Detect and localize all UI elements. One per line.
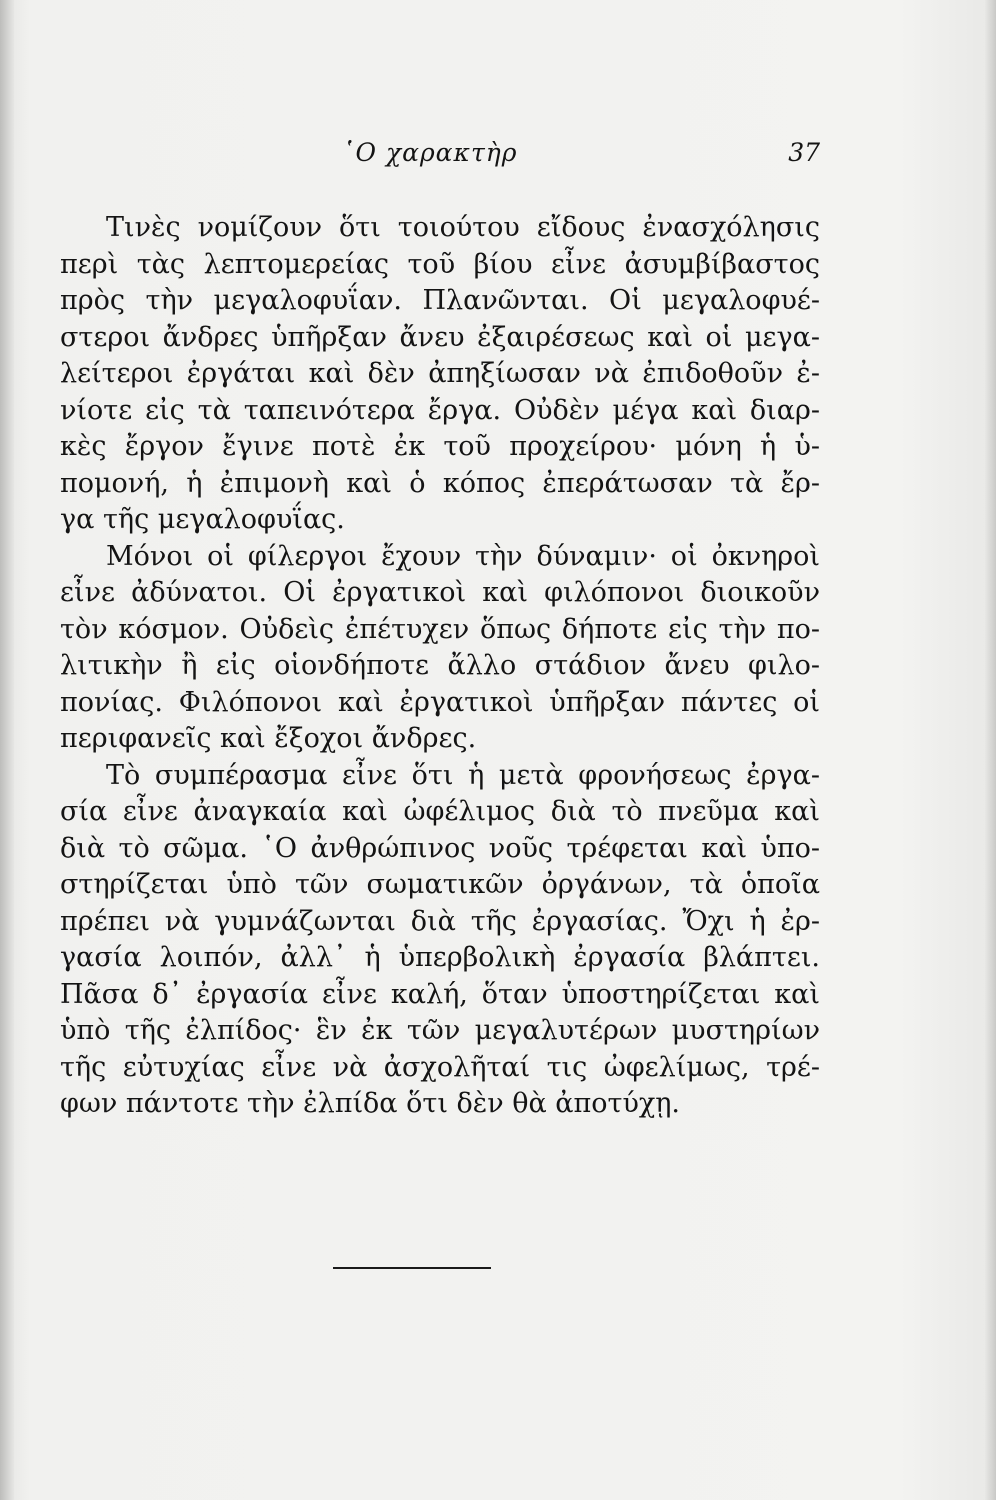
text-line: τὸν κόσμον. Οὐδεὶς ἐπέτυχεν ὅπως δήποτε εἰς τὴν πο- — [60, 613, 820, 645]
text-line: ὑπὸ τῆς ἐλπίδος· ἓν ἐκ τῶν μεγαλυτέρων μυστηρίων — [60, 1015, 820, 1046]
running-title: ῾Ο χαρακτὴρ — [342, 138, 518, 167]
text-line: γασία λοιπόν, ἀλλ᾽ ἡ ὑπερβολικὴ ἐργασία βλάπτει. — [60, 942, 820, 973]
text-line: πρέπει νὰ γυμνάζωνται διὰ τῆς ἐργασίας. Ὄχι ἡ ἐρ- — [60, 905, 820, 937]
text-line: τῆς εὐτυχίας εἶνε νὰ ἀσχολῆταί τις ὠφελίμως, τρέ- — [60, 1051, 820, 1083]
end-rule — [333, 1267, 491, 1269]
text-line: φων πάντοτε τὴν ἐλπίδα ὅτι δὲν θὰ ἀποτύχῃ. — [60, 1088, 680, 1119]
text-line: κὲς ἔργον ἔγινε ποτὲ ἐκ τοῦ προχείρου· μόνη ἡ ὑ- — [60, 431, 820, 462]
text-line: λιτικὴν ἢ εἰς οἱονδήποτε ἄλλο στάδιον ἄνευ φιλο- — [60, 650, 820, 681]
page-number: 37 — [788, 138, 820, 167]
text-line: νίοτε εἰς τὰ ταπεινότερα ἔργα. Οὐδὲν μέγα καὶ διαρ- — [60, 394, 820, 426]
text-line: Πᾶσα δ᾽ ἐργασία εἶνε καλή, ὅταν ὑποστηρίζεται καὶ — [60, 978, 820, 1010]
text-line: περὶ τὰς λεπτομερείας τοῦ βίου εἶνε ἀσυμβίβαστος — [60, 248, 820, 280]
page-left-edge — [0, 0, 14, 1500]
text-line: σία εἶνε ἀναγκαία καὶ ὠφέλιμος διὰ τὸ πνεῦμα καὶ — [60, 796, 820, 827]
text-line: στηρίζεται ὑπὸ τῶν σωματικῶν ὀργάνων, τὰ ὁποῖα — [60, 869, 820, 900]
text-line: πομονή, ἡ ἐπιμονὴ καὶ ὁ κόπος ἐπεράτωσαν τὰ ἔρ- — [60, 467, 820, 499]
text-line: Τὸ συμπέρασμα εἶνε ὅτι ἡ μετὰ φρονήσεως ἐργα- — [106, 759, 820, 791]
text-line: γα τῆς μεγαλοφυΐας. — [60, 504, 345, 535]
text-line: πρὸς τὴν μεγαλοφυΐαν. Πλανῶνται. Οἱ μεγαλοφυέ- — [60, 285, 820, 316]
text-line: εἶνε ἀδύνατοι. Οἱ ἐργατικοὶ καὶ φιλόπονοι διοικοῦν — [60, 577, 820, 608]
text-line: περιφανεῖς καὶ ἔξοχοι ἄνδρες. — [60, 723, 477, 754]
page-right-edge — [984, 0, 996, 1500]
body-text — [60, 210, 820, 1123]
page-header — [60, 138, 820, 174]
text-line: λείτεροι ἐργάται καὶ δὲν ἀπηξίωσαν νὰ ἐπιδοθοῦν ἐ- — [60, 358, 820, 389]
text-line: Μόνοι οἱ φίλεργοι ἔχουν τὴν δύναμιν· οἱ ὀκνηροὶ — [106, 540, 820, 572]
text-line: διὰ τὸ σῶμα. ῾Ο ἀνθρώπινος νοῦς τρέφεται καὶ ὑπο- — [60, 832, 820, 864]
text-line: Τινὲς νομίζουν ὅτι τοιούτου εἴδους ἐνασχόλησις — [106, 212, 820, 243]
text-line: πονίας. Φιλόπονοι καὶ ἐργατικοὶ ὑπῆρξαν πάντες οἱ — [60, 686, 820, 718]
text-line: στεροι ἄνδρες ὑπῆρξαν ἄνευ ἐξαιρέσεως καὶ οἱ μεγα- — [60, 321, 820, 353]
